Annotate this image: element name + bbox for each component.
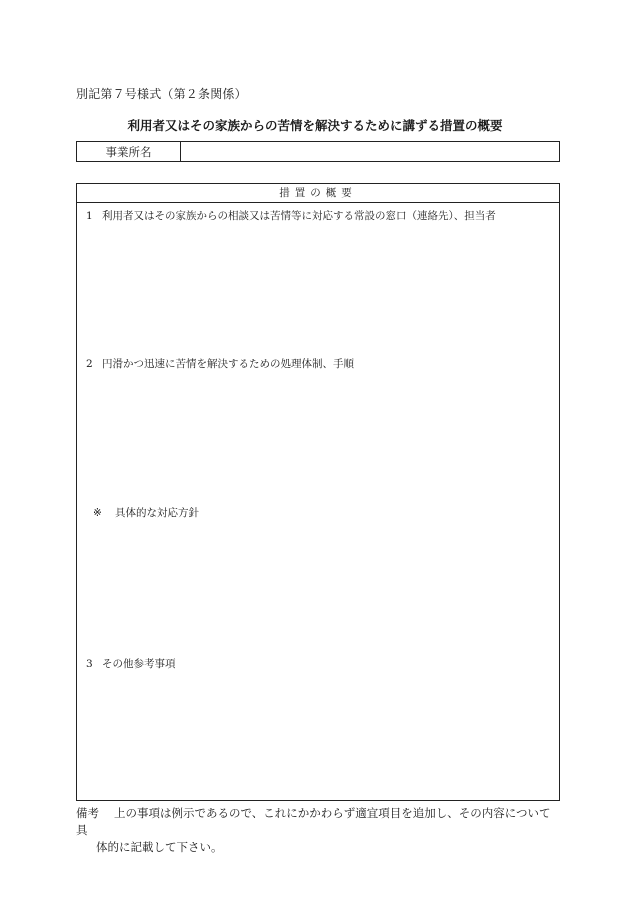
- measures-header: 措置の概要: [77, 184, 559, 203]
- measure-item-1: [86, 208, 496, 223]
- measure-item-text: その他参考事項: [102, 658, 176, 670]
- measure-item-2: [86, 356, 354, 371]
- remarks-text-1: 上の事項は例示であるので、これにかかわらず適宜項目を追加し、その内容について具: [76, 806, 551, 837]
- measure-item-text: 利用者又はその家族からの相談又は苦情等に対応する常設の窓口（連絡先）、担当者: [102, 210, 496, 222]
- office-name-field[interactable]: [181, 142, 559, 161]
- remarks-line-1: [76, 805, 562, 839]
- office-name-row: [76, 141, 560, 162]
- measure-item-number: 3: [86, 658, 93, 670]
- remarks-label: 備考: [76, 806, 99, 820]
- measures-table: [76, 183, 560, 801]
- measure-item-text: 具体的な対応方針: [115, 507, 199, 519]
- measure-item-number: 1: [86, 210, 93, 222]
- remarks: [76, 805, 562, 856]
- form-reference: 別記第７号様式（第２条関係）: [76, 87, 247, 101]
- note-mark: ※: [93, 507, 102, 519]
- office-name-label: 事業所名: [77, 142, 181, 161]
- remarks-line-2: 体的に記載して下さい。: [96, 840, 223, 854]
- measure-item-note: [93, 505, 199, 520]
- measure-item-text: 円滑かつ迅速に苦情を解決するための処理体制、手順: [102, 358, 354, 370]
- measure-item-number: 2: [86, 358, 93, 370]
- measure-item-3: [86, 656, 176, 671]
- document-title: 利用者又はその家族からの苦情を解決するために講ずる措置の概要: [127, 118, 503, 133]
